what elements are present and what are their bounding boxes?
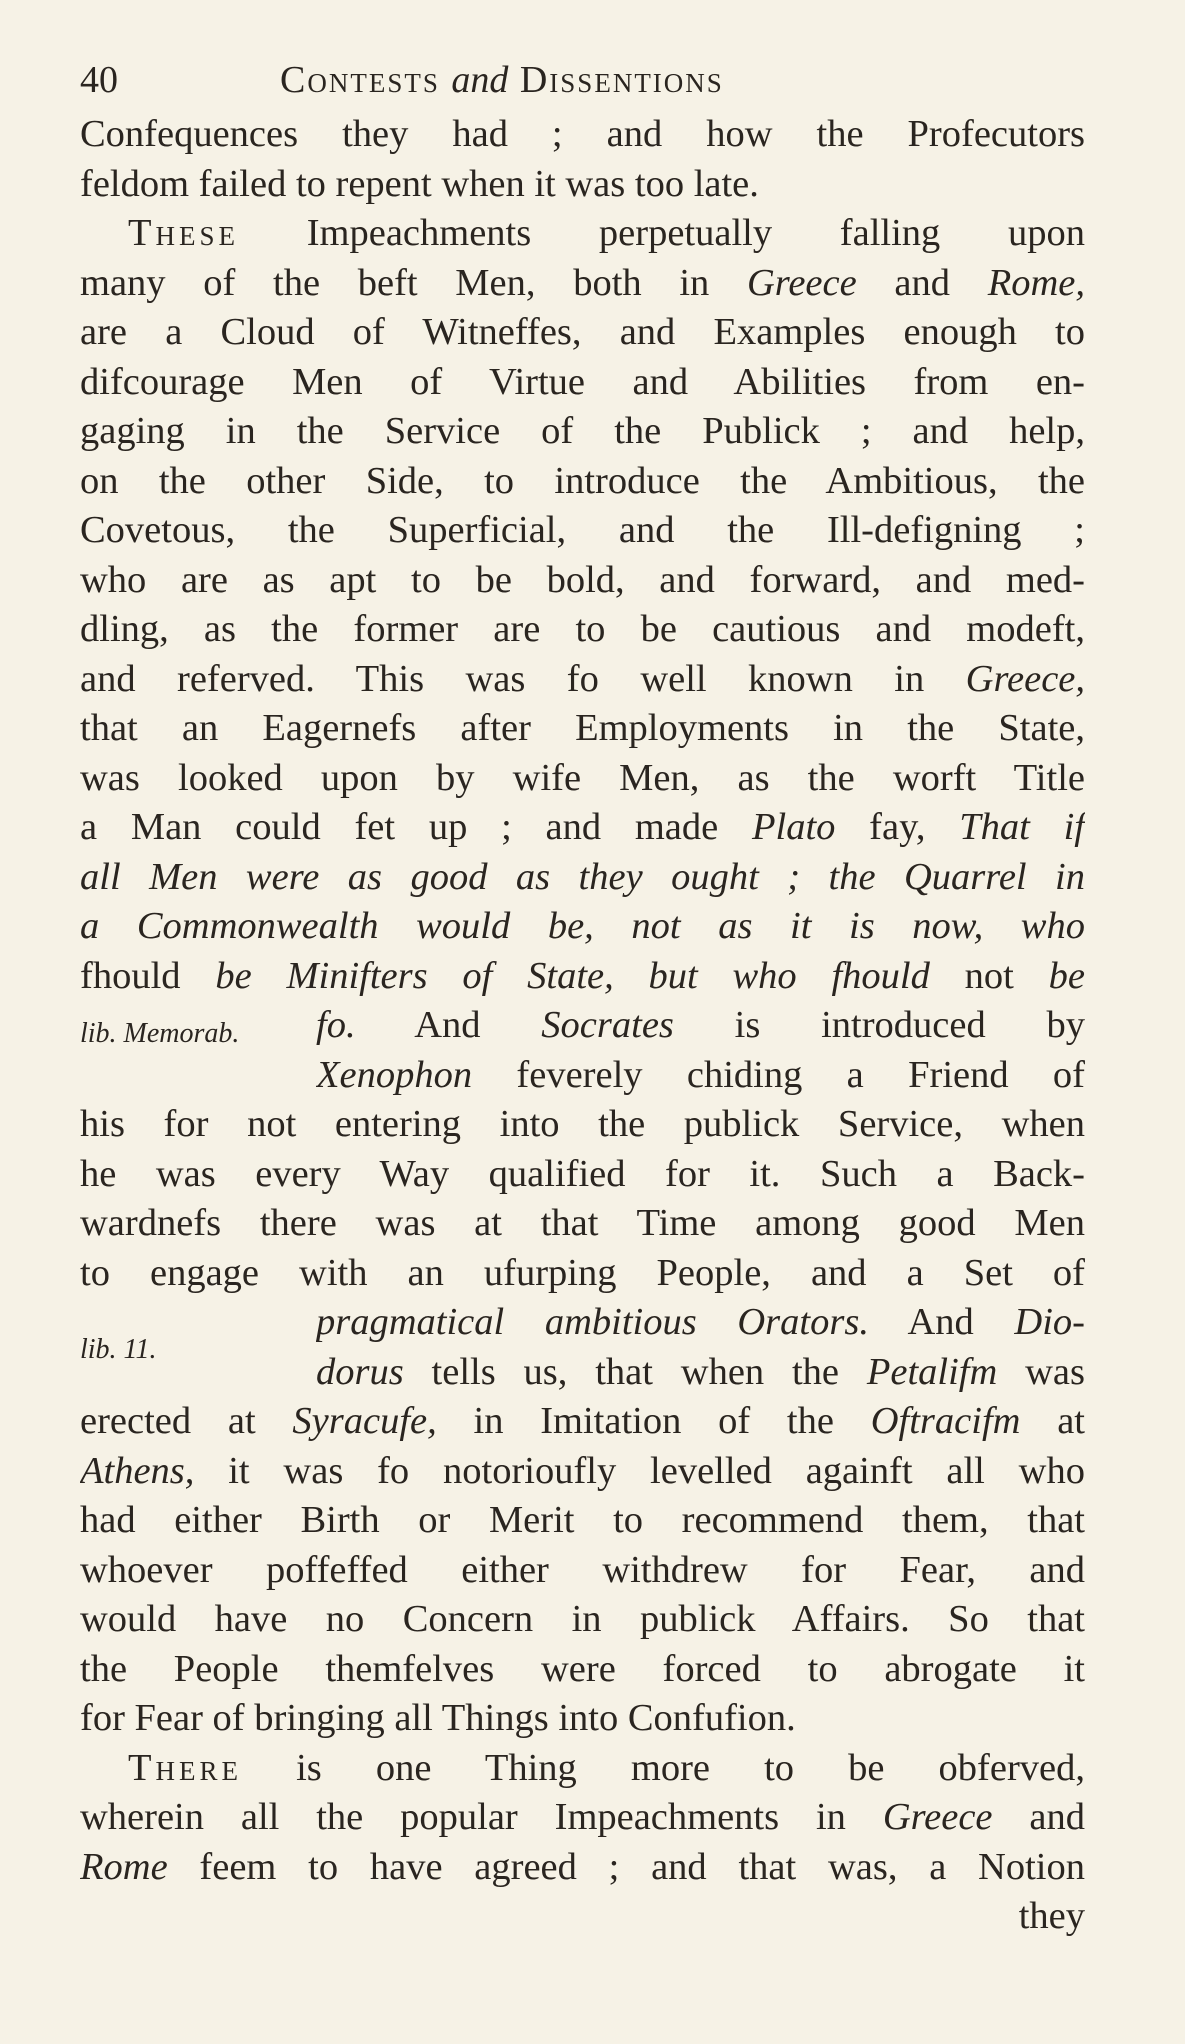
text-line: would have no Concern in publick Affairs. So that	[80, 1598, 1085, 1640]
text-run: many of the beft Men, both in	[80, 261, 747, 304]
text-run: feem to have agreed ; and that was, a Notion	[167, 1845, 1085, 1888]
italic-run: Greece	[746, 261, 857, 304]
text-run: at	[1020, 1400, 1085, 1442]
text-run: a Man could fet up ; and made	[80, 806, 752, 848]
text-line	[80, 1744, 1085, 1794]
text-run: and referved. This was fo well known in	[80, 657, 966, 700]
text-line	[80, 1843, 1085, 1893]
italic-run: That if	[959, 806, 1085, 848]
text-line: Covetous, the Superficial, and the Ill-defigning ;	[80, 509, 1085, 551]
text-line	[316, 1298, 1085, 1348]
text-run: is introduced by	[673, 1004, 1085, 1046]
text-run: was	[997, 1350, 1085, 1393]
text-line: difcourage Men of Virtue and Abilities from en-	[80, 360, 1085, 403]
italic-run: be Minifters of State, but who fhould	[215, 954, 930, 997]
text-line	[80, 952, 1085, 1002]
text-line: that an Eagernefs after Employments in the State,	[80, 707, 1085, 749]
text-run: tells us, that when the	[403, 1350, 867, 1393]
running-head	[280, 52, 724, 108]
margin-note-memorab: lib. Memorab.	[80, 1018, 240, 1049]
italic-run: Socrates	[541, 1004, 674, 1046]
text-line	[316, 1348, 1085, 1398]
page-number: 40	[80, 59, 118, 101]
italic-run: fo.	[316, 1004, 356, 1046]
page-header	[80, 52, 1085, 108]
text-line: on the other Side, to introduce the Ambitious, the	[80, 459, 1085, 502]
italic-run: Petalifm	[866, 1350, 998, 1393]
italic-run: dorus	[316, 1350, 404, 1393]
italic-run: Oftracifm	[870, 1400, 1021, 1442]
small-caps-word: These	[128, 212, 240, 254]
text-run: And	[868, 1301, 1015, 1343]
text-line	[80, 803, 1085, 853]
text-line: a Commonwealth would be, not as it is now, who	[80, 905, 1085, 947]
running-head-part-2: Dissentions	[508, 59, 724, 101]
italic-run: Greece	[882, 1796, 993, 1838]
running-head-and: and	[451, 59, 509, 101]
italic-run: Rome	[80, 1845, 168, 1888]
text-line	[80, 1793, 1085, 1843]
text-line: was looked upon by wife Men, as the worft Title	[80, 756, 1085, 799]
text-run: fay,	[835, 806, 960, 848]
text-line: to engage with an ufurping People, and a Set of	[80, 1251, 1085, 1294]
text-line	[80, 209, 1085, 259]
text-run: feverely chiding a Friend of	[472, 1053, 1085, 1096]
text-line: he was every Way qualified for it. Such a Back-	[80, 1152, 1085, 1195]
italic-run: pragmatical ambitious Orators.	[316, 1301, 869, 1343]
italic-run: Plato	[752, 806, 836, 848]
italic-run: Athens,	[80, 1449, 195, 1492]
text-run: erected at	[80, 1400, 293, 1442]
text-line: whoever poffeffed either withdrew for Fear, and	[80, 1548, 1085, 1591]
text-run: and	[856, 261, 988, 304]
text-line: Confequences they had ; and how the Profecutors	[80, 113, 1085, 155]
text-line: the People themfelves were forced to abrogate it	[80, 1647, 1085, 1690]
body-text	[80, 110, 1085, 1942]
italic-run: Greece,	[965, 657, 1085, 700]
italic-run: Rome,	[987, 261, 1085, 304]
text-run: fhould	[80, 954, 216, 997]
text-line	[80, 259, 1085, 309]
text-run: not	[929, 954, 1049, 997]
italic-run: Xenophon	[316, 1053, 473, 1096]
text-line: wardnefs there was at that Time among good Men	[80, 1202, 1085, 1244]
text-run: Impeachments perpetually falling upon	[239, 212, 1085, 254]
text-line: feldom failed to repent when it was too late.	[80, 162, 759, 205]
text-line: his for not entering into the publick Service, when	[80, 1103, 1085, 1145]
text-line: gaging in the Service of the Publick ; and help,	[80, 410, 1085, 452]
running-head-part-1: Contests	[280, 59, 452, 101]
text-run: and	[992, 1796, 1085, 1838]
text-run: is one Thing more to be obferved,	[242, 1746, 1085, 1789]
text-line: are a Cloud of Witneffes, and Examples enough to	[80, 311, 1085, 353]
text-line: dling, as the former are to be cautious and modeft,	[80, 608, 1085, 650]
text-run: it was fo notorioufly levelled againft all who	[194, 1449, 1085, 1492]
text-run: And	[355, 1004, 542, 1046]
text-run: wherein all the popular Impeachments in	[80, 1796, 883, 1838]
italic-run: Syracufe,	[292, 1400, 437, 1442]
text-line: who are as apt to be bold, and forward, and med-	[80, 558, 1085, 601]
text-line: had either Birth or Merit to recommend them, that	[80, 1499, 1085, 1541]
text-line	[80, 1447, 1085, 1497]
text-line	[80, 655, 1085, 705]
italic-run: Dio-	[1014, 1301, 1085, 1343]
catchword: they	[1018, 1895, 1085, 1937]
small-caps-word: There	[128, 1746, 243, 1789]
text-line	[80, 1397, 1085, 1447]
text-line	[316, 1051, 1085, 1101]
text-line	[316, 1001, 1085, 1051]
italic-run: be	[1048, 954, 1085, 997]
margin-note-lib-11: lib. 11.	[80, 1334, 157, 1365]
text-line: for Fear of bringing all Things into Confufion.	[80, 1697, 796, 1739]
text-line: all Men were as good as they ought ; the Quarrel in	[80, 855, 1085, 898]
text-run: in Imitation of the	[436, 1400, 871, 1442]
